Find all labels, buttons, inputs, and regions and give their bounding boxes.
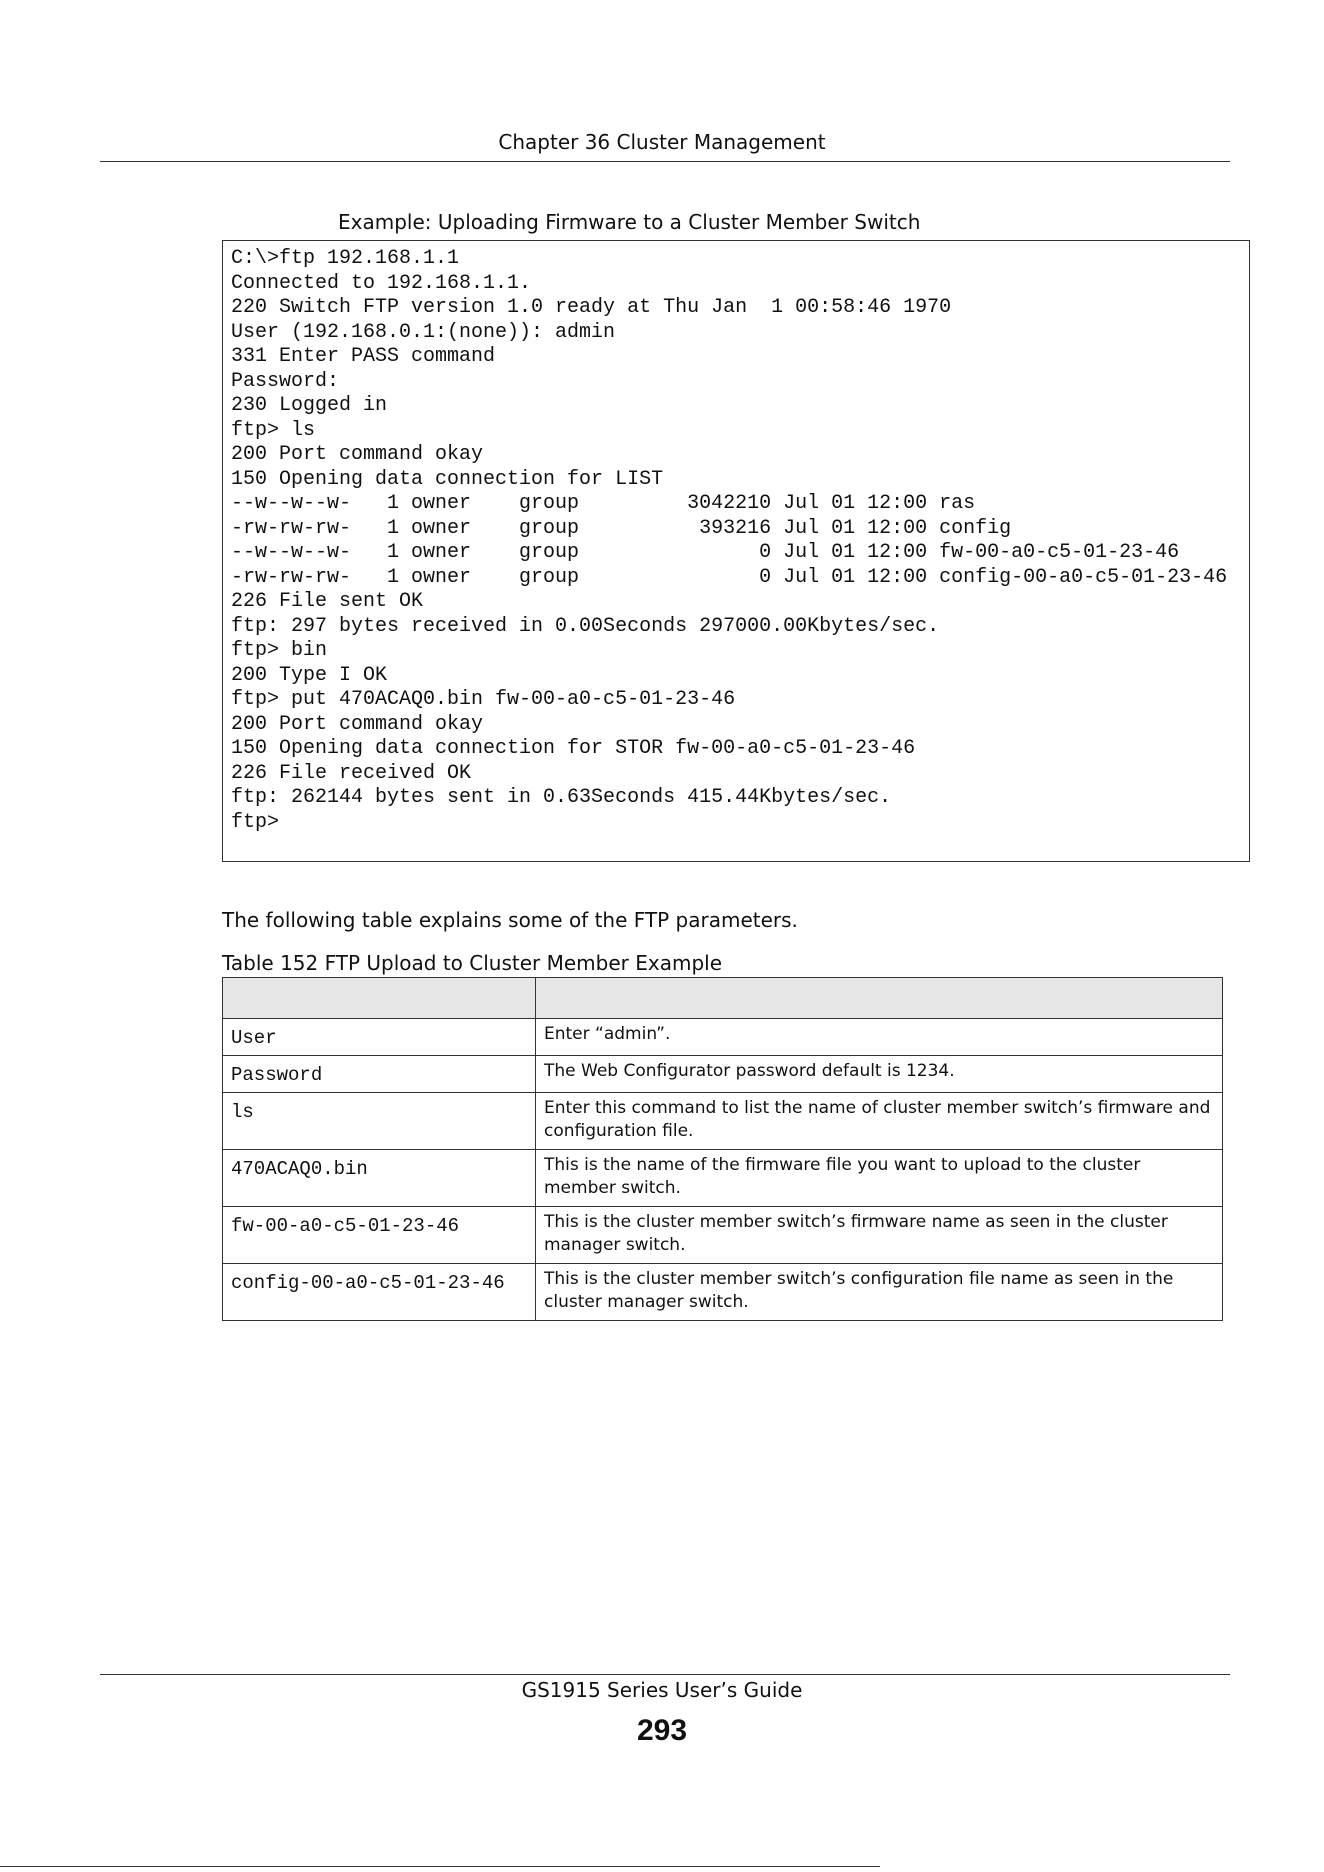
parameter-description: Enter “admin”. (536, 1019, 1223, 1056)
code-line: 150 Opening data connection for STOR fw-00-a0-c5-01-23-46 (231, 737, 916, 760)
parameter-description: This is the cluster member switch’s configuration file name as seen in the cluster manager switch. (536, 1264, 1223, 1321)
footer-guide-title: GS1915 Series User’s Guide (521, 1678, 803, 1702)
code-line: 200 Port command okay (231, 443, 484, 466)
table-row (223, 1093, 1223, 1150)
bottom-edge-rule (0, 1866, 880, 1867)
code-line: 220 Switch FTP version 1.0 ready at Thu Jan 1 00:58:46 1970 (231, 296, 952, 319)
table-row (223, 1207, 1223, 1264)
example-caption: Example: Uploading Firmware to a Cluster Member Switch (338, 210, 921, 234)
chapter-title: Chapter 36 Cluster Management (498, 130, 826, 154)
code-line: 200 Port command okay (231, 712, 484, 736)
table-header-cell (536, 978, 1223, 1019)
code-line: --w--w--w- 1 owner group 0 Jul 01 12:00 fw-00-a0-c5-01-23-46 (231, 541, 1180, 564)
ftp-parameters-table (222, 977, 1223, 1321)
table-caption: Table 152 FTP Upload to Cluster Member Example (222, 951, 722, 975)
table-row (223, 1150, 1223, 1207)
code-line: 226 File received OK (231, 761, 472, 785)
code-line: -rw-rw-rw- 1 owner group 0 Jul 01 12:00 config-00-a0-c5-01-23-46 (231, 565, 1228, 589)
parameter-term: User (223, 1019, 536, 1056)
code-line: Password: (231, 369, 340, 393)
code-line: C:\>ftp 192.168.1.1 (231, 247, 460, 270)
table-row (223, 1056, 1223, 1093)
code-line: 230 Logged in (231, 394, 388, 417)
code-line: Connected to 192.168.1.1. (231, 271, 532, 295)
table-row (223, 1019, 1223, 1056)
code-line: --w--w--w- 1 owner group 3042210 Jul 01 12:00 ras (231, 492, 976, 515)
code-line: ftp> put 470ACAQ0.bin fw-00-a0-c5-01-23-46 (231, 688, 736, 711)
intro-paragraph: The following table explains some of the FTP parameters. (222, 908, 798, 932)
page-number: 293 (636, 1714, 688, 1747)
code-line: 331 Enter PASS command (231, 345, 496, 368)
table-header-cell (223, 978, 536, 1019)
parameter-term: config-00-a0-c5-01-23-46 (223, 1264, 536, 1321)
code-line: ftp: 262144 bytes sent in 0.63Seconds 415.44Kbytes/sec. (231, 786, 892, 809)
parameter-term: ls (223, 1093, 536, 1150)
footer-divider (100, 1674, 1230, 1675)
code-line: User (192.168.0.1:(none)): admin (231, 320, 616, 344)
code-example-box (222, 240, 1250, 862)
table-header-row (223, 978, 1223, 1019)
table-row (223, 1264, 1223, 1321)
parameter-term: Password (223, 1056, 536, 1093)
code-line: ftp> (231, 810, 280, 834)
parameter-description: Enter this command to list the name of cluster member switch’s firmware and configuration file. (536, 1093, 1223, 1150)
code-line: 150 Opening data connection for LIST (231, 467, 664, 491)
parameter-description: The Web Configurator password default is 1234. (536, 1056, 1223, 1093)
code-line: ftp> ls (231, 418, 316, 442)
code-line: ftp: 297 bytes received in 0.00Seconds 297000.00Kbytes/sec. (231, 614, 940, 638)
parameter-description: This is the name of the firmware file you want to upload to the cluster member switch. (536, 1150, 1223, 1207)
code-line: ftp> bin (231, 639, 328, 662)
header-divider (100, 161, 1230, 162)
parameter-description: This is the cluster member switch’s firmware name as seen in the cluster manager switch. (536, 1207, 1223, 1264)
parameter-term: 470ACAQ0.bin (223, 1150, 536, 1207)
parameter-term: fw-00-a0-c5-01-23-46 (223, 1207, 536, 1264)
code-line: 226 File sent OK (231, 590, 424, 613)
code-line: -rw-rw-rw- 1 owner group 393216 Jul 01 12:00 config (231, 516, 1012, 540)
code-line: 200 Type I OK (231, 663, 388, 687)
